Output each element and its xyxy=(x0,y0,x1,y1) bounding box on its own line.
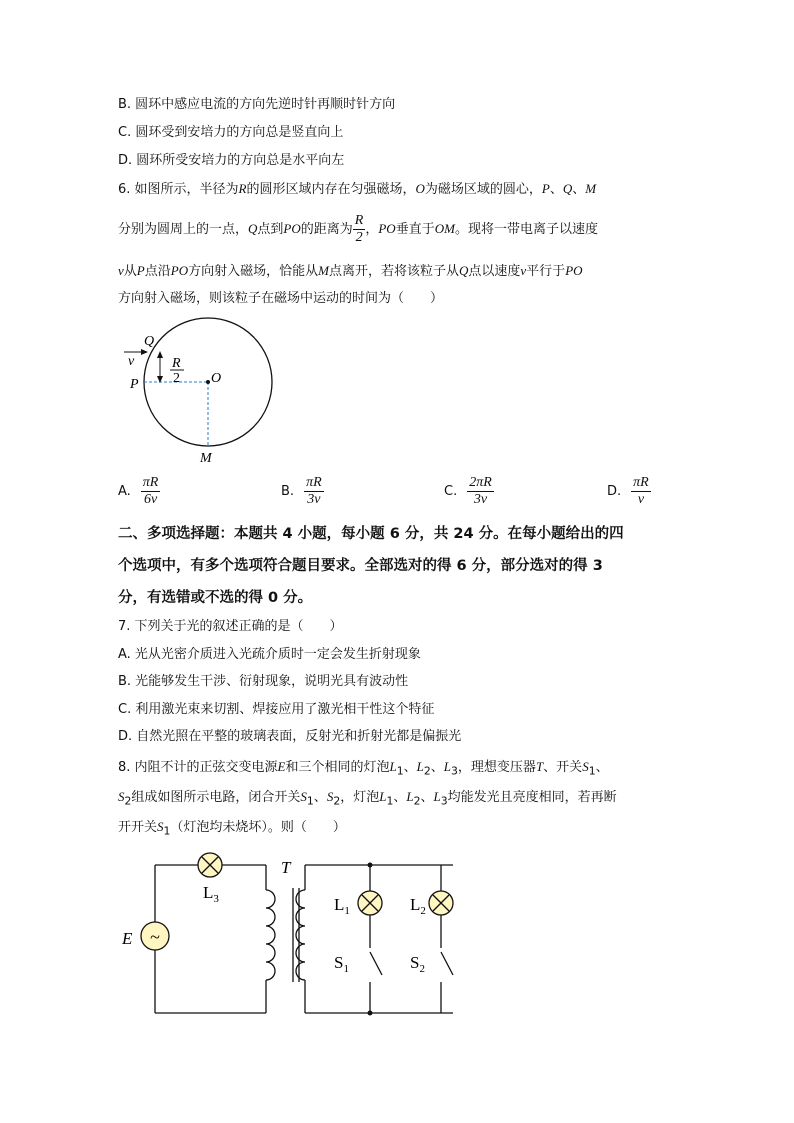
q6-option-d: D. $\frac{\pi R}{v}$ xyxy=(607,475,649,507)
q8-stem-line3: 开开关$S_1$（灯泡均未烧坏）。则（ ） xyxy=(118,819,346,838)
q6-option-a: A. $\frac{\pi R}{6v}$ xyxy=(118,475,159,507)
label-s2: $S_2$ xyxy=(410,953,425,975)
label-s1: $S_1$ xyxy=(334,953,349,975)
q6-option-c: C. $\frac{2\pi R}{3v}$ xyxy=(444,475,492,507)
distance-arrowhead-bottom xyxy=(157,376,163,383)
switch-s1-blade xyxy=(370,952,382,975)
q7-option-c: C. 利用激光束来切割、焊接应用了激光相干性这个特征 xyxy=(118,702,435,717)
label-2: 2 xyxy=(173,371,180,386)
velocity-arrowhead xyxy=(141,349,148,355)
junction-top-1 xyxy=(368,863,373,868)
q6-stem-line3: v从P点沿PO方向射入磁场，恰能从M点离开，若将该粒子从Q点以速度v平行于PO xyxy=(118,263,583,279)
ac-source-symbol: ~ xyxy=(150,927,160,947)
label-e: E xyxy=(122,929,133,948)
q6-stem-line4: 方向射入磁场，则该粒子在磁场中运动的时间为（ ） xyxy=(118,291,444,306)
junction-bottom-1 xyxy=(368,1011,373,1016)
fraction-r-over-2: $\frac{R}{2}$ xyxy=(354,213,364,245)
section2-heading-line1: 二、多项选择题：本题共 4 小题，每小题 6 分，共 24 分。在每小题给出的四 xyxy=(118,526,624,542)
q7-option-d: D. 自然光照在平整的玻璃表面，反射光和折射光都是偏振光 xyxy=(118,729,462,744)
q6-stem-line1: 6. 如图所示，半径为R的圆形区域内存在匀强磁场，O为磁场区域的圆心，P、Q、M xyxy=(118,181,597,197)
magnetic-field-diagram xyxy=(118,315,278,465)
label-t: T xyxy=(281,858,291,877)
label-v: v xyxy=(128,354,135,369)
primary-coil xyxy=(266,890,275,980)
q7-option-b: B. 光能够发生干涉、衍射现象，说明光具有波动性 xyxy=(118,674,409,689)
q6-option-b: B. $\frac{\pi R}{3v}$ xyxy=(281,475,322,507)
label-o: O xyxy=(211,371,222,386)
q7-stem: 7. 下列关于光的叙述正确的是（ ） xyxy=(118,619,343,634)
transformer-circuit-diagram xyxy=(118,848,478,1028)
lamp-l2-icon xyxy=(429,891,453,915)
label-r: R xyxy=(172,356,181,371)
label-q: Q xyxy=(144,334,155,349)
secondary-coil xyxy=(296,890,305,980)
q5-option-b: B. 圆环中感应电流的方向先逆时针再顺时针方向 xyxy=(118,97,396,112)
label-l1: $L_1$ xyxy=(334,895,350,917)
label-l3: $L_3$ xyxy=(203,883,219,905)
lamp-l1-icon xyxy=(358,891,382,915)
label-m: M xyxy=(200,451,212,465)
distance-arrowhead-top xyxy=(157,351,163,358)
label-l2: $L_2$ xyxy=(410,895,426,917)
q7-option-a: A. 光从光密介质进入光疏介质时一定会发生折射现象 xyxy=(118,647,421,662)
center-point xyxy=(206,380,210,384)
q6-stem-line2: 分别为圆周上的一点，Q点到PO的距离为 $\frac{R}{2}$ ，PO垂直于OM。现将一带电离子以速度 xyxy=(118,213,598,245)
q8-stem-line1: 8. 内阻不计的正弦交变电源E和三个相同的灯泡$L_1$、$L_2$、$L_3$，理想变压器T、开关$S_1$、 xyxy=(118,759,609,778)
q8-stem-line2: $S_2$组成如图所示电路，闭合开关$S_1$、$S_2$，灯泡$L_1$、$L_2$、$L_3$均能发光且亮度相同，若再断 xyxy=(118,789,617,808)
switch-s2-blade xyxy=(441,952,453,975)
section2-heading-line3: 分，有选错或不选的得 0 分。 xyxy=(118,590,313,606)
q5-option-d: D. 圆环所受安培力的方向总是水平向左 xyxy=(118,153,345,168)
label-p: P xyxy=(130,377,139,392)
lamp-l3-icon xyxy=(198,853,222,877)
q5-option-c: C. 圆环受到安培力的方向总是竖直向上 xyxy=(118,125,344,140)
section2-heading-line2: 个选项中，有多个选项符合题目要求。全部选对的得 6 分，部分选对的得 3 xyxy=(118,558,603,574)
